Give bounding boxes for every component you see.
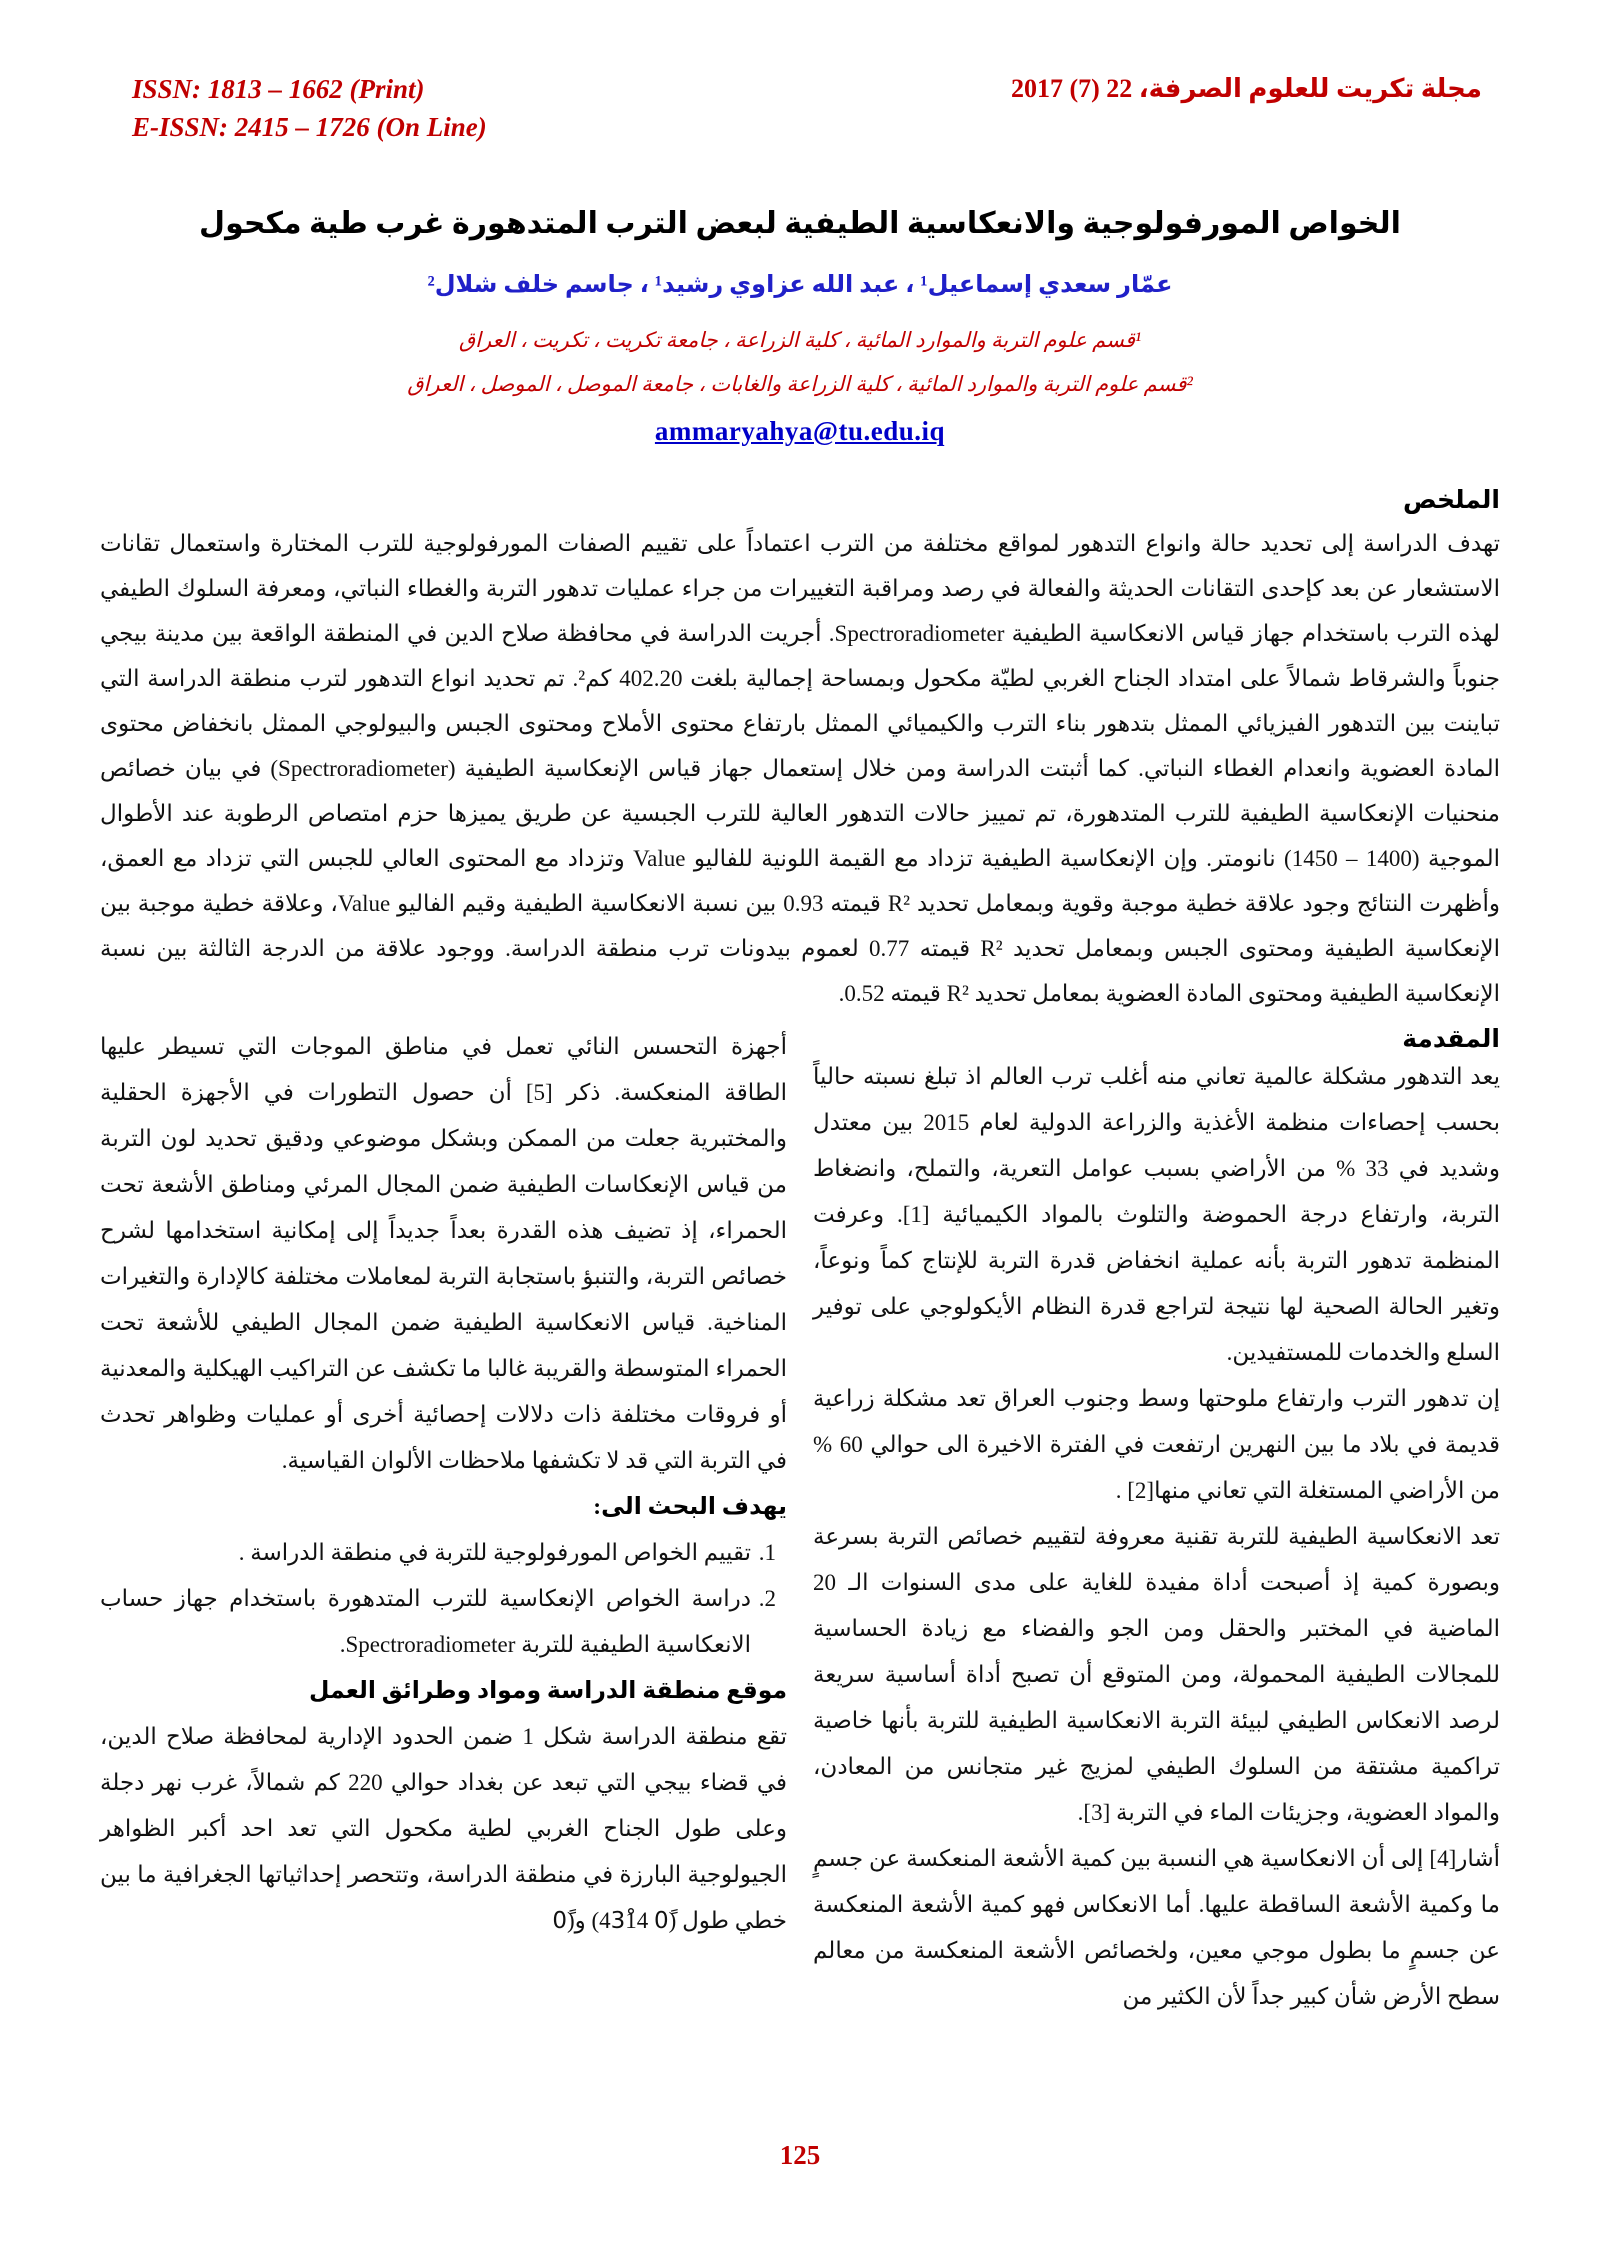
methods-paragraph: تقع منطقة الدراسة شكل 1 ضمن الحدود الإدارية لمحافظة صلاح الدين، في قضاء بيجي التي تبعد عن بغداد حوالي 220 كم شمالاً، غرب نهر دجلة وعلى طول الجناح الغربي لطية مكحول التي تعد احد أكبر الظواهر الجيولوجية البارزة في منطقة الدراسة، وتتحصر إحداثياتها الجغرافية ما بين خطي طول (0ً 43ْ14) و(0ً [100, 1723, 787, 1933]
column-left [100, 1024, 787, 1944]
introduction-heading: المقدمة [1402, 1025, 1500, 1053]
journal-name: مجلة تكريت للعلوم الصرفة، 22 (7) 2017 [1010, 74, 1482, 103]
affiliation-2: ²قسم علوم التربة والموارد المائية ، كلية الزراعة والغابات ، جامعة الموصل ، الموصل ، العراق [407, 372, 1193, 396]
page-header [0, 0, 1600, 146]
affiliation-1: ¹قسم علوم التربة والموارد المائية ، كلية الزراعة ، جامعة تكريت ، تكريت ، العراق [458, 327, 1142, 352]
email-link[interactable]: ammaryahya@tu.edu.iq [654, 415, 946, 446]
issn-online: E-ISSN: 2415 – 1726 (On Line) [132, 112, 487, 142]
intro-paragraph-3: تعد الانعكاسية الطيفية للتربة تقنية معروفة لتقييم خصائص التربة بسرعة وبصورة كمية إذ أصبحت أداة مفيدة للغاية على مدى السنوات الـ 20 الماضية في المختبر والحقل ومن الجو والفضاء مع زيادة الحساسية للمجالات الطيفية المحمولة، ومن المتوقع أن تصبح أداة أساسية سريعة لرصد الانعكاس الطيفي لبيئة التربة الانعكاسية الطيفية للتربة بأنها خاصية تراكمية مشتقة من السلوك الطيفي لمزيج غير متجانس من المعادن، والمواد العضوية، وجزيئات الماء في التربة [3]. [813, 1523, 1500, 1825]
abstract-text: تهدف الدراسة إلى تحديد حالة وانواع التدهور لمواقع مختلفة من الترب اعتماداً على تقييم الصفات المورفولوجية للترب المختارة واستعمال تقانات الاستشعار عن بعد كإحدى التقانات الحديثة والفعالة في رصد ومراقبة التغييرات من جراء عمليات تدهور التربة والغطاء النباتي، ومعرفة السلوك الطيفي لهذه الترب باستخدام جهاز قياس الانعكاسية الطيفية Spectroradiometer. أجريت الدراسة في محافظة صلاح الدين في المنطقة الواقعة بين مدينة بيجي جنوباً والشرقاط شمالاً على امتداد الجناح الغربي لطيّة مكحول وبمساحة إجمالية بلغت 402.20 كم². تم تحديد انواع التدهور لترب منطقة الدراسة التي تباينت بين التدهور الفيزيائي الممثل بتدهور بناء الترب والكيميائي الممثل بارتفاع محتوى الأملاح ومحتوى الجبس والبيولوجي الممثل بانخفاض محتوى المادة العضوية وانعدام الغطاء النباتي. كما أثبتت الدراسة ومن خلال إستعمال جهاز قياس الإنعكاسية الطيفية (Spectroradiometer) في بيان خصائص منحنيات الإنعكاسية الطيفية للترب المتدهورة، تم تمييز حالات التدهور العالية للترب الجبسية عن طريق يميزها حزم امتصاص الرطوبة عند الأطوال الموجية (1400 – 1450) نانومتر. وإن الإنعكاسية الطيفية تزداد مع القيمة اللونية للفاليو Value وتزداد مع المحتوى العالي للجبس التي تزداد مع العمق، وأظهرت النتائج وجود علاقة خطية موجبة وقوية وبمعامل تحديد R² قيمته 0.93 بين نسبة الانعكاسية الطيفية وقيم الفاليو Value، وعلاقة خطية موجبة بين الإنعكاسية الطيفية ومحتوى الجبس وبمعامل تحديد R² قيمته 0.77 لعموم بيدونات ترب منطقة الدراسة. ووجود علاقة من الدرجة الثالثة بين نسبة الإنعكاسية الطيفية ومحتوى المادة العضوية بمعامل تحديد R² قيمته 0.52. [100, 530, 1501, 1006]
introduction-columns [100, 1024, 1500, 2020]
intro-paragraph-1: يعد التدهور مشكلة عالمية تعاني منه أغلب ترب العالم اذ تبلغ نسبته حالياً بحسب إحصاءات منظمة الأغذية والزراعة الدولية لعام 2015 بين معتدل وشديد في 33 % من الأراضي بسبب عوامل التعرية، والتملح، وانضغاط التربة، وارتفاع درجة الحموضة والتلوث بالمواد الكيميائية [1]. وعرفت المنظمة تدهور التربة بأنه عملية انخفاض قدرة التربة للإنتاج كماً ونوعاً، وتغير الحالة الصحية لها نتيجة لتراجع قدرة النظام الأيكولوجي على توفير السلع والخدمات للمستفيدين. [813, 1063, 1501, 1365]
column-right [813, 1024, 1500, 2020]
objective-item-1: 1. تقييم الخواص المورفولوجية للتربة في منطقة الدراسة . [100, 1530, 753, 1576]
intro-paragraph-4: أشار[4] إلى أن الانعكاسية هي النسبة بين كمية الأشعة المنعكسة عن جسمٍ ما وكمية الأشعة الساقطة عليها. أما الانعكاس فهو كمية الأشعة المنعكسة عن جسمٍ ما بطول موجي معين، ولخصائص الأشعة المنعكسة من معالم سطح الأرض شأن كبير جداً لأن الكثير من [813, 1845, 1500, 2009]
methods-heading: موقع منطقة الدراسة ومواد وطرائق العمل [309, 1677, 787, 1704]
objective-item-2: 2. دراسة الخواص الإنعكاسية للترب المتدهورة باستخدام جهاز حساب الانعكاسية الطيفية للتربة Spectroradiometer. [100, 1576, 753, 1668]
intro-paragraph-2: إن تدهور الترب وارتفاع ملوحتها وسط وجنوب العراق تعد مشكلة زراعية قديمة في بلاد ما بين النهرين ارتفعت في الفترة الاخيرة الى حوالي 60 % من الأراضي المستغلة التي تعاني منها[2] . [813, 1385, 1500, 1503]
paper-title: الخواص المورفولوجية والانعكاسية الطيفية لبعض الترب المتدهورة غرب طية مكحول [199, 207, 1401, 240]
issn-block [132, 70, 487, 146]
page-number: 125 [779, 2140, 821, 2170]
email-row [0, 416, 1600, 447]
objectives-heading: يهدف البحث الى: [593, 1493, 787, 1520]
abstract-heading: الملخص [1402, 486, 1500, 514]
issn-print: ISSN: 1813 – 1662 (Print) [132, 74, 425, 104]
authors-line: عمّار سعدي إسماعيل¹ ، عبد الله عزاوي رشيد¹ ، جاسم خلف شلال² [427, 271, 1173, 298]
objectives-list [100, 1530, 787, 1668]
intro-paragraph-continued: أجهزة التحسس النائي تعمل في مناطق الموجات التي تسيطر عليها الطاقة المنعكسة. ذكر [5] أن حصول التطورات في الأجهزة الحقلية والمختبرية جعلت من الممكن وبشكل موضوعي ودقيق تحديد لون التربة من قياس الإنعكاسات الطيفية ضمن المجال المرئي ومناطق الأشعة تحت الحمراء، إذ تضيف هذه القدرة بعداً جديداً إلى إمكانية استخدامها لشرح خصائص التربة، والتنبؤ باستجابة التربة لمعاملات مختلفة كالإدارة والتغيرات المناخية. قياس الانعكاسية الطيفية ضمن المجال الطيفي للأشعة تحت الحمراء المتوسطة والقريبة غالبا ما تكشف عن التراكيب الهيكلية والمعدنية أو فروقات مختلفة ذات دلالات إحصائية أخرى أو عمليات وظواهر تحدث في التربة التي قد لا تكشفها ملاحظات الألوان القياسية. [100, 1033, 787, 1473]
abstract-section [100, 485, 1500, 1016]
